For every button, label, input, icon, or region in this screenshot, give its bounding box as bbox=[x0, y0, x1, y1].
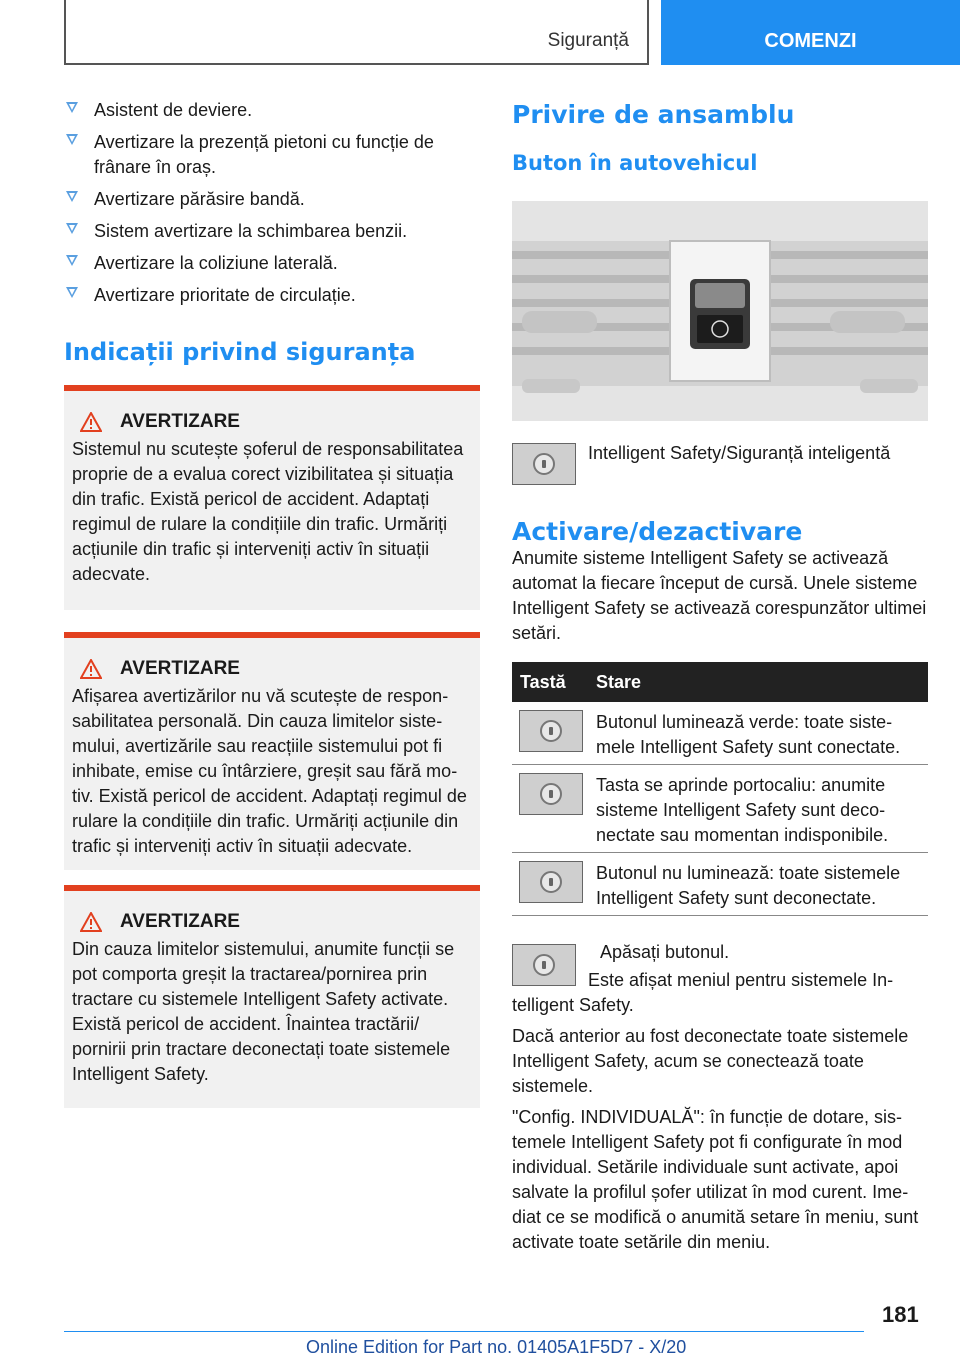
list-item: Avertizare prioritate de circulație. bbox=[64, 283, 480, 308]
header-box bbox=[64, 0, 649, 65]
safety-icon bbox=[533, 453, 555, 475]
bullet-triangle-icon bbox=[66, 102, 78, 113]
bullet-triangle-icon bbox=[66, 255, 78, 266]
button-legend bbox=[512, 443, 928, 485]
table-row bbox=[512, 853, 928, 916]
feature-list bbox=[64, 98, 480, 308]
warning-text: Afișarea avertizărilor nu vă scutește de responsabilitatea personală. Din cauza limitelor sistemului, avertizările sau reacțiile sistemului pot fi inhibate, emise cu întârziere, greșit sau fără motiv. Există pericol de accident. Adaptați regimul de rulare la condițiile din trafic. Urmăriți acțiunile din trafic și interveniți activ în situații adecvate. bbox=[72, 686, 467, 856]
table-header: Stare bbox=[588, 662, 928, 702]
button-in-vehicle-heading: Buton în autovehicul bbox=[512, 151, 758, 175]
air-vent-illustration bbox=[512, 201, 928, 421]
safety-button-orange bbox=[519, 773, 583, 815]
button-label: Intelligent Safety/Siguranță inteligentă bbox=[588, 443, 891, 463]
state-description: Butonul nu luminează: toate sistemele Intelligent Safety sunt deconectate. bbox=[588, 853, 928, 916]
bullet-triangle-icon bbox=[66, 287, 78, 298]
warning-box bbox=[64, 385, 480, 610]
warning-triangle-icon bbox=[80, 412, 102, 432]
state-description: Butonul luminează verde: toate sistemele Intelligent Safety sunt conectate. bbox=[588, 702, 928, 765]
left-column bbox=[64, 98, 480, 1108]
safety-icon bbox=[540, 871, 562, 893]
page-number: 181 bbox=[882, 1302, 919, 1327]
bullet-triangle-icon bbox=[66, 223, 78, 234]
safety-button-green bbox=[519, 710, 583, 752]
vehicle-button-photo bbox=[512, 201, 928, 421]
list-item: Avertizare la prezență pietoni cu funcție de frânare în oraș. bbox=[64, 130, 480, 180]
warning-title: AVERTIZARE bbox=[120, 658, 240, 679]
menu-text: Este afișat meniul pentru sistemele Intelligent Safety. bbox=[512, 970, 894, 1015]
table-row bbox=[512, 702, 928, 765]
activation-intro: Anumite sisteme Intelligent Safety se activează automat la fiecare început de cursă. Unele sisteme Intelligent Safety se activează corespunzător ultimei setări. bbox=[512, 548, 927, 643]
table-row bbox=[512, 765, 928, 853]
table-header: Tastă bbox=[512, 662, 588, 702]
previous-state-text: Dacă anterior au fost deconectate toate sistemele Intelligent Safety, acum se conectează toate sistemele. bbox=[512, 1026, 909, 1096]
chapter-tab[interactable]: COMENZI bbox=[661, 0, 960, 65]
table-header-row bbox=[512, 662, 928, 702]
edition-footer: Online Edition for Part no. 01405A1F5D7 - X/20 bbox=[306, 1337, 687, 1357]
overview-heading: Privire de ansamblu bbox=[512, 100, 795, 129]
warning-triangle-icon bbox=[80, 659, 102, 679]
section-title: Siguranță bbox=[547, 30, 629, 51]
safety-icon bbox=[540, 783, 562, 805]
activation-heading: Activare/dezactivare bbox=[512, 517, 803, 546]
state-description: Tasta se aprinde portocaliu: anumite sisteme Intelligent Safety sunt deconectate sau momentan indisponibile. bbox=[588, 765, 928, 853]
list-item: Sistem avertizare la schimbarea benzii. bbox=[64, 219, 480, 244]
warning-text: Sistemul nu scutește șoferul de responsabilitatea proprie de a evalua corect vizibilitatea și situația din trafic. Există pericol de accident. Adaptați regimul de rulare la condițiile din trafic. Urmăriți acțiunile din trafic și interveniți activ în situații adecvate. bbox=[72, 439, 464, 584]
warning-text: Din cauza limitelor sistemului, anumite funcții se pot comporta greșit la tractarea/pornirea prin tractare cu sistemele Intelligent Safety activate. Există pericol de accident. Înaintea tractării/ pornirii prin tractare deconectați toate sistemele Intelligent Safety. bbox=[72, 939, 455, 1084]
warning-box bbox=[64, 885, 480, 1108]
safety-button-off bbox=[519, 861, 583, 903]
intelligent-safety-button[interactable] bbox=[512, 944, 576, 986]
safety-notes-heading: Indicații privind siguranța bbox=[64, 338, 416, 366]
list-item: Avertizare la coliziune laterală. bbox=[64, 251, 480, 276]
warning-box bbox=[64, 632, 480, 870]
right-column bbox=[512, 100, 928, 1255]
list-item: Avertizare părăsire bandă. bbox=[64, 187, 480, 212]
warning-triangle-icon bbox=[80, 912, 102, 932]
list-item: Asistent de deviere. bbox=[64, 98, 480, 123]
safety-icon bbox=[540, 720, 562, 742]
config-individual-text: "Config. INDIVIDUALĂ": în funcție de dotare, sistemele Intelligent Safety pot fi configurate în mod individual. Setările individuale sunt activate, apoi salvate la profilul șofer utilizat în mod curent. Imediat ce se modifică o anumită setare în meniu, sunt activate toate setările din meniu. bbox=[512, 1107, 919, 1252]
intelligent-safety-button[interactable] bbox=[512, 443, 576, 485]
warning-title: AVERTIZARE bbox=[120, 911, 240, 932]
button-state-table bbox=[512, 662, 928, 916]
warning-title: AVERTIZARE bbox=[120, 411, 240, 432]
footer-divider bbox=[64, 1331, 864, 1332]
safety-icon bbox=[533, 954, 555, 976]
bullet-triangle-icon bbox=[66, 191, 78, 202]
press-text: Apăsați butonul. bbox=[600, 942, 730, 962]
bullet-triangle-icon bbox=[66, 134, 78, 145]
